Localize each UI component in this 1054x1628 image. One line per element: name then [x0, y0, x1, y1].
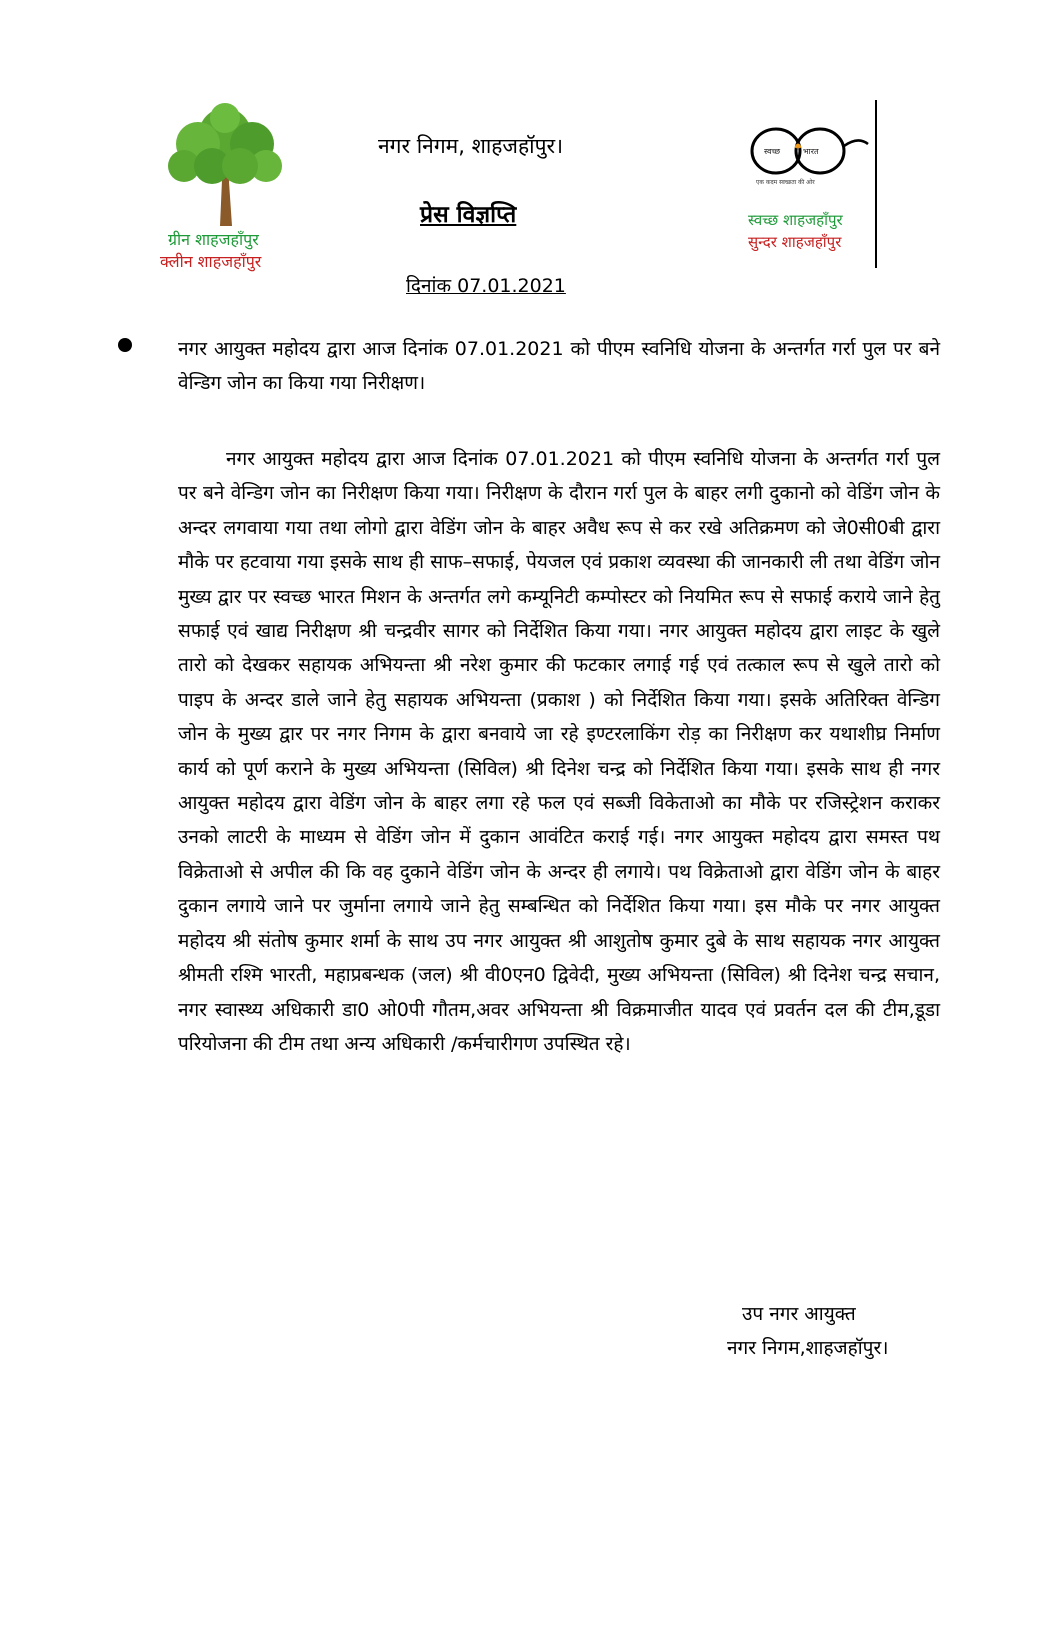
header-divider	[875, 100, 877, 268]
logo-right-line2: सुन्दर शाहजहाँपुर	[748, 233, 842, 251]
swachh-tagline: एक कदम स्वच्छता की ओर	[756, 179, 815, 186]
tree-icon	[162, 100, 288, 228]
bullet-icon	[118, 338, 132, 352]
logo-right-line1: स्वच्छ शाहजहाँपुर	[748, 211, 843, 229]
headline: नगर आयुक्त महोदय द्वारा आज दिनांक 07.01.2021 को पीएम स्वनिधि योजना के अन्तर्गत गर्रा पुल पर बने वेन्डिग जोन का किया गया निरीक्षण।	[178, 338, 940, 394]
logo-left-line2: क्लीन शाहजहाँपुर	[160, 252, 262, 271]
organization-name: नगर निगम, शाहजहॉपुर।	[378, 134, 564, 158]
bharat-label: भारत	[803, 147, 819, 156]
swachh-bharat-logo	[740, 100, 880, 280]
signature-designation: उप नगर आयुक्त	[742, 1303, 856, 1325]
green-shahjahanpur-logo	[150, 100, 300, 280]
signature-office: नगर निगम,शाहजहॉपुर।	[727, 1337, 889, 1359]
swachh-label: स्वच्छ	[764, 147, 781, 156]
release-date: दिनांक 07.01.2021	[406, 275, 566, 297]
body-paragraph: नगर आयुक्त महोदय द्वारा आज दिनांक 07.01.2021 को पीएम स्वनिधि योजना के अन्तर्गत गर्रा पुल पर बने वेन्डिग जोन का निरीक्षण किया गया। निरीक्षण के दौरान गर्रा पुल के बाहर लगी दुकानो को वेडिंग जोन के अन्दर लगवाया गया तथा लोगो द्वारा वेडिंग जोन के बाहर अवैध रूप से कर रखे अतिक्रमण को जे0सी0बी द्वारा मौके पर हटवाया गया इसके साथ ही साफ–सफाई, पेयजल एवं प्रकाश व्यवस्था की जानकारी ली तथा वेडिंग जोन मुख्य द्वार पर स्वच्छ भारत मिशन के अन्तर्गत लगे कम्यूनिटी कम्पोस्टर को नियमित रूप से सफाई कराये जाने हेतु सफाई एवं खाद्य निरीक्षण श्री चन्द्रवीर सागर को निर्देशित किया गया। नगर आयुक्त महोदय द्वारा लाइट के खुले तारो को देखकर सहायक अभियन्ता श्री नरेश कुमार की फटकार लगाई गई एवं तत्काल रूप से खुले तारो को पाइप के अन्दर डाले जाने हेतु सहायक अभियन्ता (प्रकाश ) को निर्देशित किया गया। इसके अतिरिक्त वेन्डिग जोन के मुख्य द्वार पर नगर निगम के द्वारा बनवाये जा रहे इण्टरलाकिंग रोड़ का निरीक्षण कर यथाशीघ्र निर्माण कार्य को पूर्ण कराने के मुख्य अभियन्ता (सिविल) श्री दिनेश चन्द्र को निर्देशित किया गया। इसके साथ ही नगर आयुक्त महोदय द्वारा वेडिंग जोन के बाहर लगा रहे फल एवं सब्जी विकेताओ का मौके पर रजिस्ट्रेशन कराकर उनको लाटरी के माध्यम से वेडिंग जोन में दुकान आवंटित कराई गई। नगर आयुक्त महोदय द्वारा समस्त पथ विक्रेताओ से अपील की कि वह दुकाने वेडिंग जोन के अन्दर ही लगाये। पथ विक्रेताओ द्वारा वेडिंग जोन के बाहर दुकान लगाये जाने पर जुर्माना लगाये जाने हेतु सम्बन्धित को निर्देशित किया गया। इस मौके पर नगर आयुक्त महोदय श्री संतोष कुमार शर्मा के साथ उप नगर आयुक्त श्री आशुतोष कुमार दुबे के साथ सहायक नगर आयुक्त श्रीमती रश्मि भारती, महाप्रबन्धक (जल) श्री वी0एन0 द्विवेदी, मुख्य अभियन्ता (सिविल) श्री दिनेश चन्द्र सचान, नगर स्वास्थ्य अधिकारी डा0 ओ0पी गौतम,अवर अभियन्ता श्री विक्रमाजीत यादव एवं प्रवर्तन दल की टीम,डूडा परियोजना की टीम तथा अन्य अधिकारी /कर्मचारीगण उपस्थित रहे।	[178, 448, 940, 1055]
page-title: प्रेस विज्ञप्ति	[420, 202, 517, 228]
logo-left-line1: ग्रीन शाहजहाँपुर	[168, 230, 259, 249]
